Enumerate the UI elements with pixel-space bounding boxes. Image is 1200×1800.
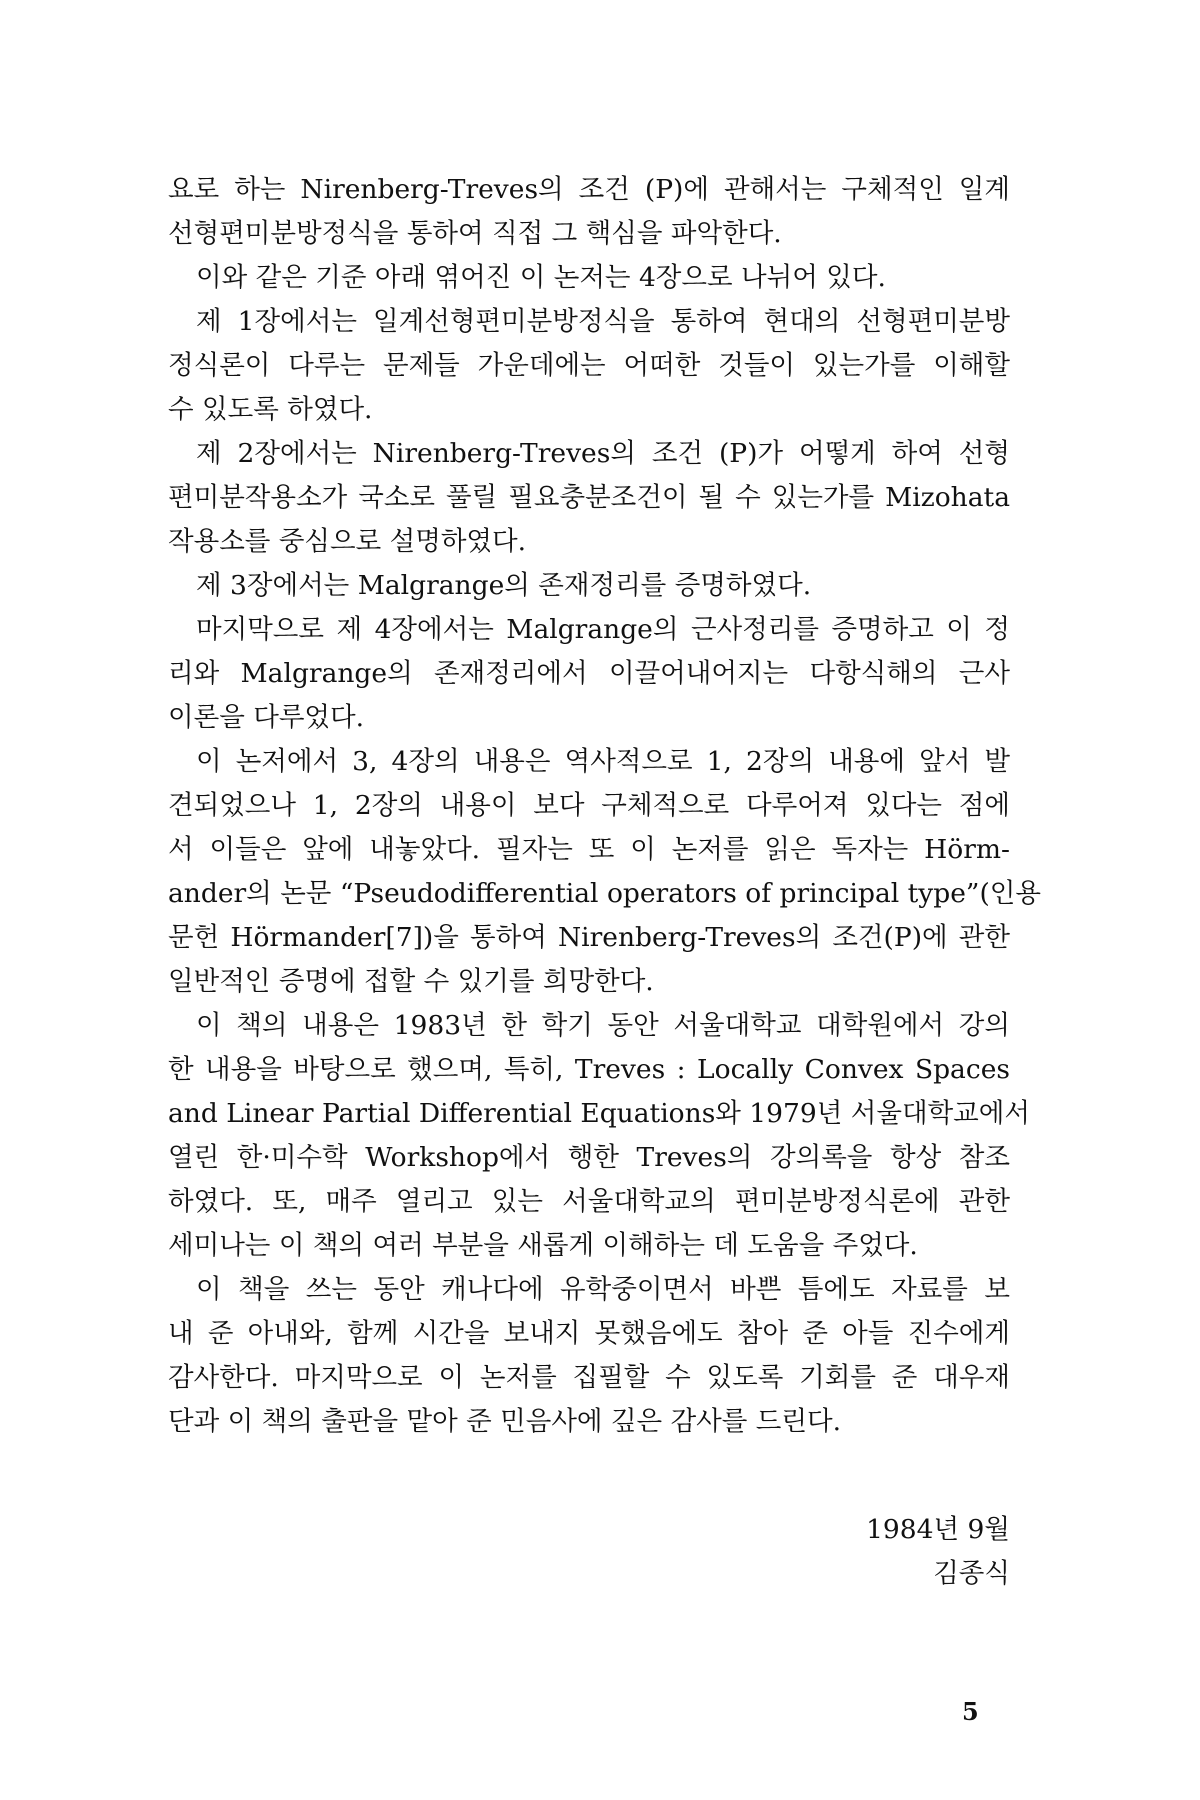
- signature-date: 1984년 9월: [866, 1514, 1010, 1545]
- text-line: 문헌 Hörmander[7])을 통하여 Nirenberg-Treves의 조건(P)에 관한: [168, 922, 1010, 953]
- text-line: 한 내용을 바탕으로 했으며, 특히, Treves : Locally Convex Spaces: [168, 1054, 1010, 1085]
- text-line: 내 준 아내와, 함께 시간을 보내지 못했음에도 참아 준 아들 진수에게: [168, 1318, 1010, 1349]
- text-line: 리와 Malgrange의 존재정리에서 이끌어내어지는 다항식해의 근사: [168, 658, 1010, 689]
- text-line: 견되었으나 1, 2장의 내용이 보다 구체적으로 다루어져 있다는 점에: [168, 790, 1010, 821]
- signature-author: 김종식: [933, 1558, 1010, 1589]
- preface-body: [168, 168, 1041, 1444]
- text-line: 제 2장에서는 Nirenberg-Treves의 조건 (P)가 어떻게 하여 선형: [196, 438, 1010, 469]
- text-line: 일반적인 증명에 접할 수 있기를 희망한다.: [168, 966, 654, 997]
- text-line: 편미분작용소가 국소로 풀릴 필요충분조건이 될 수 있는가를 Mizohata: [168, 482, 1010, 513]
- text-line: 이 책을 쓰는 동안 캐나다에 유학중이면서 바쁜 틈에도 자료를 보: [196, 1274, 1010, 1305]
- text-line: 작용소를 중심으로 설명하였다.: [168, 526, 527, 557]
- text-line: and Linear Partial Differential Equations와 1979년 서울대학교에서: [168, 1098, 1030, 1129]
- text-line: 제 1장에서는 일계선형편미분방정식을 통하여 현대의 선형편미분방: [196, 306, 1010, 337]
- text-line: 단과 이 책의 출판을 맡아 준 민음사에 깊은 감사를 드린다.: [168, 1406, 842, 1437]
- text-line: 이 논저에서 3, 4장의 내용은 역사적으로 1, 2장의 내용에 앞서 발: [196, 746, 1010, 777]
- text-line: 이와 같은 기준 아래 엮어진 이 논저는 4장으로 나뉘어 있다.: [196, 262, 886, 293]
- text-line: 이 책의 내용은 1983년 한 학기 동안 서울대학교 대학원에서 강의: [196, 1010, 1010, 1041]
- text-line: ander의 논문 “Pseudodifferential operators of principal type”(인용: [168, 878, 1041, 909]
- text-line: 열린 한·미수학 Workshop에서 행한 Treves의 강의록을 항상 참조: [168, 1142, 1010, 1173]
- text-line: 제 3장에서는 Malgrange의 존재정리를 증명하였다.: [196, 570, 812, 601]
- page-number: 5: [962, 1697, 979, 1726]
- text-line: 감사한다. 마지막으로 이 논저를 집필할 수 있도록 기회를 준 대우재: [168, 1362, 1010, 1393]
- signature-block: [866, 1508, 1010, 1596]
- text-line: 마지막으로 제 4장에서는 Malgrange의 근사정리를 증명하고 이 정: [196, 614, 1010, 645]
- text-line: 하였다. 또, 매주 열리고 있는 서울대학교의 편미분방정식론에 관한: [168, 1186, 1010, 1217]
- text-line: 정식론이 다루는 문제들 가운데에는 어떠한 것들이 있는가를 이해할: [168, 350, 1010, 381]
- text-line: 요로 하는 Nirenberg-Treves의 조건 (P)에 관해서는 구체적인 일계: [168, 174, 1010, 205]
- text-line: 세미나는 이 책의 여러 부분을 새롭게 이해하는 데 도움을 주었다.: [168, 1230, 918, 1261]
- text-line: 서 이들은 앞에 내놓았다. 필자는 또 이 논저를 읽은 독자는 Hörm-: [168, 834, 1010, 865]
- text-line: 선형편미분방정식을 통하여 직접 그 핵심을 파악한다.: [168, 218, 782, 249]
- text-line: 이론을 다루었다.: [168, 702, 365, 733]
- text-line: 수 있도록 하였다.: [168, 394, 373, 425]
